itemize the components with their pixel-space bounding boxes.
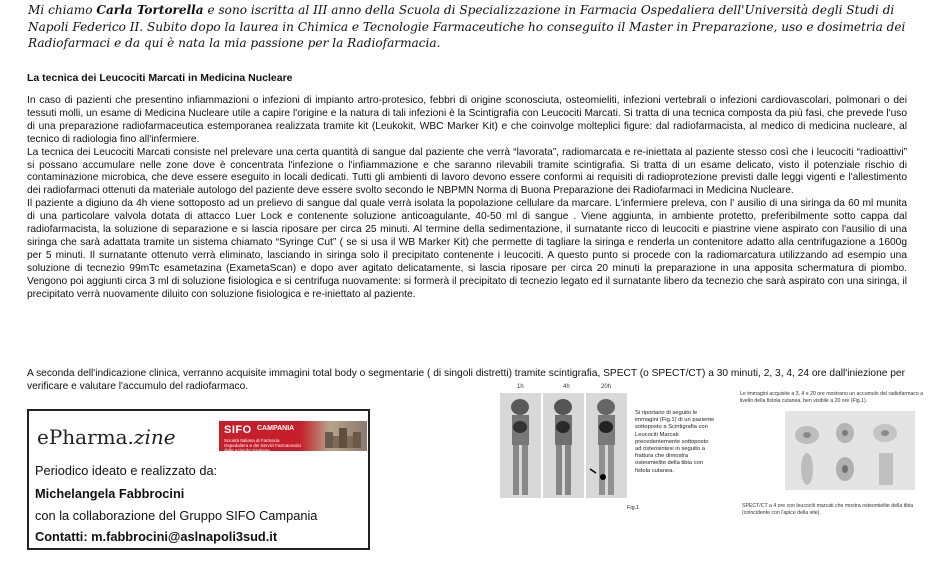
paragraph-procedure: Il paziente a digiuno da 4h viene sottoposto ad un prelievo di sangue dal quale verrà isolata la popolazione cellulare da marcare. L'infermiere preleva, con l' ausilio di una siringa da 60 ml munita di una particolare valvola dotata di attacco Luer Lock e contenente soluzione anticoagulante, 40-50 ml di sangue . Viene aggiunta, in ambiente protetto, preferibilmente sotto cappa dal radiofarmacista, la soluzione di separazione e si lascia riposare per circa 25 minuti. Al termine della sedimentazione, il surnatante ricco di leucociti e piastrine viene aspirato con l'ausilio di una siringa che sarà adattata tramite un sistema chiamato “Syringe Cut” ( se si usa il WB Marker Kit) che permette di tagliare la siringa e renderla un contenitore adatto alla centrifugazione a 1600g per 5 minuti. Il surnatante ottenuto verrà eliminato, lasciando in siringa solo il precipitato contenente i leucociti. A questo punto si procede con la radiomarcatura utilizzando ad esempio una soluzione di tecnezio 99mTc esametazina (ExametaScan) e dopo aver agitato delicatamente, si lascia riposare per circa 20 minuti la preparazione in una apposita schermatura di piombo. Vengono poi aggiunti circa 3 ml di soluzione fisiologica e si centrifuga nuovamente: si formerà il precipitato di tecnezio legato ed il surnatante libero da tecnezio che sarà aspirato con una siringa, il precipitato verrà nuovamente diluito con soluzione fisiologica e re-iniettato al paziente.	[27, 198, 907, 300]
sifo-logo-subtitle: Società Italiana di Farmacia Ospedaliera e dei Servizi Farmaceutici delle Aziende Sanitarie	[224, 438, 302, 453]
credits-contact: Contatti: m.fabbrocini@aslnapoli3sud.it	[35, 529, 278, 544]
intro-text-start: Mi chiamo	[28, 3, 97, 17]
credits-box	[27, 409, 370, 550]
figure-2-caption-bottom: SPECT/CT a 4 ore con leucociti marcati che mostra osteomielite della tibia (coincidente con l'apice della vite).	[742, 503, 914, 516]
intro-text-rest: e sono iscritta al III anno della Scuola di Specializzazione in Farmacia Ospedaliera dell'Università degli Studi di Napoli Federico II. Subito dopo la laurea in Chimica e Tecnologie Farmaceutiche ho conseguito il Master in Preparazione, uso e dosimetria dei Radiofarmaci e da qui è nata la mia passione per la Radiofarmacia.	[28, 3, 906, 50]
sifo-logo-region: CAMPANIA	[257, 425, 295, 432]
sifo-campania-logo	[219, 421, 367, 451]
article-body	[27, 95, 907, 302]
figure-1-label: Fig.1	[627, 505, 640, 511]
author-name: Carla Tortorella	[96, 3, 204, 17]
scan-label-1h: 1h	[517, 384, 524, 390]
credits-editor-name: Michelangela Fabbrocini	[35, 486, 185, 501]
epharma-logo: ePharma.zine	[37, 425, 176, 449]
section-title: La tecnica dei Leucociti Marcati in Medicina Nucleare	[27, 72, 293, 84]
figure-2-caption-top: Le immagini acquisite a 3, 4 e 20 ore mostrano un accumulo del radiofarmaco a livello della fistola cutanea, ben visibile a 20 ore (Fig.1).	[740, 391, 924, 404]
paragraph-technique: La tecnica dei Leucociti Marcati consiste nel prelevare una certa quantità di sangue dal paziente che verrà “lavorata”, radiomarcata e re-iniettata al paziente stesso così che i leucociti “radioattivi” si possano accumulare nelle zone dove è concentrata l'infezione o l'infiammazione e che saranno rilevabili tramite scintigrafia. Si tratta di un esame delicato, visto il potenziale rischio di contaminazione microbica, che deve essere eseguito in locali dedicati. Tutti gli ambienti di lavoro devono essere conformi ai requisiti di radioprotezione previsti dalle leggi vigenti e l'allestimento dei radiofarmaci ottenuti da materiale autologo del paziente deve essere svolto secondo le NBPMN Norma di Buona Preparazione dei Radiofarmaci in Medicina Nucleare.	[27, 146, 907, 197]
figure-1	[497, 384, 715, 514]
scan-label-4h: 4h	[563, 384, 570, 390]
scan-image-20h	[586, 393, 627, 498]
paragraph-imaging: A seconda dell'indicazione clinica, verranno acquisite immagini total body o segmentarie ( di singoli distretti) tramite scintigrafia, SPECT (o SPECT/CT) a 30 minuti, 2, 3, 4, 24 ore dall'iniezione per verificare e valutare l'accumulo del radiofarmaco.	[27, 368, 905, 392]
scan-image-1h	[500, 393, 541, 498]
figure-1-caption: Si riportano di seguito le immagini (Fig.1) di un paziente sottoposto a Scintigrafia con Leucociti Marcati precedentemente sottoposto ad osteosintesi in seguito a frattura che dimostra osteomielite della tibia con fistola cutanea.	[635, 410, 715, 474]
castle-icon	[323, 424, 363, 448]
figure-2-spect-images	[785, 411, 915, 490]
credits-conceived-by: Periodico ideato e realizzato da:	[35, 463, 218, 478]
sifo-logo-word: SIFO	[224, 424, 252, 436]
scan-label-20h: 20h	[601, 384, 612, 390]
paragraph-intro: In caso di pazienti che presentino infiammazioni o infezioni di impianto artro-protesico, febbri di origine sconosciuta, osteomieliti, infezioni vertebrali o infezioni cardiovascolari, polmonari o dei tessuti molli, un esame di Medicina Nucleare utile a capire l'origine e la natura di tali infezioni è la Scintigrafia con Leucociti Marcati. Si tratta di una tecnica composta da più fasi, che prevede l'uso di una preparazione radiofarmaceutica estemporanea realizzata tramite kit (Leukokit, WBC Marker Kit) e che coinvolge molteplici figure: dal radiofarmacista, al medico di medicina nucleare, al tecnico di radiologia fino all'infermiere.	[27, 95, 907, 145]
author-intro	[28, 2, 918, 52]
scan-image-4h	[543, 393, 584, 498]
credits-collaboration: con la collaborazione del Gruppo SIFO Campania	[35, 508, 318, 523]
